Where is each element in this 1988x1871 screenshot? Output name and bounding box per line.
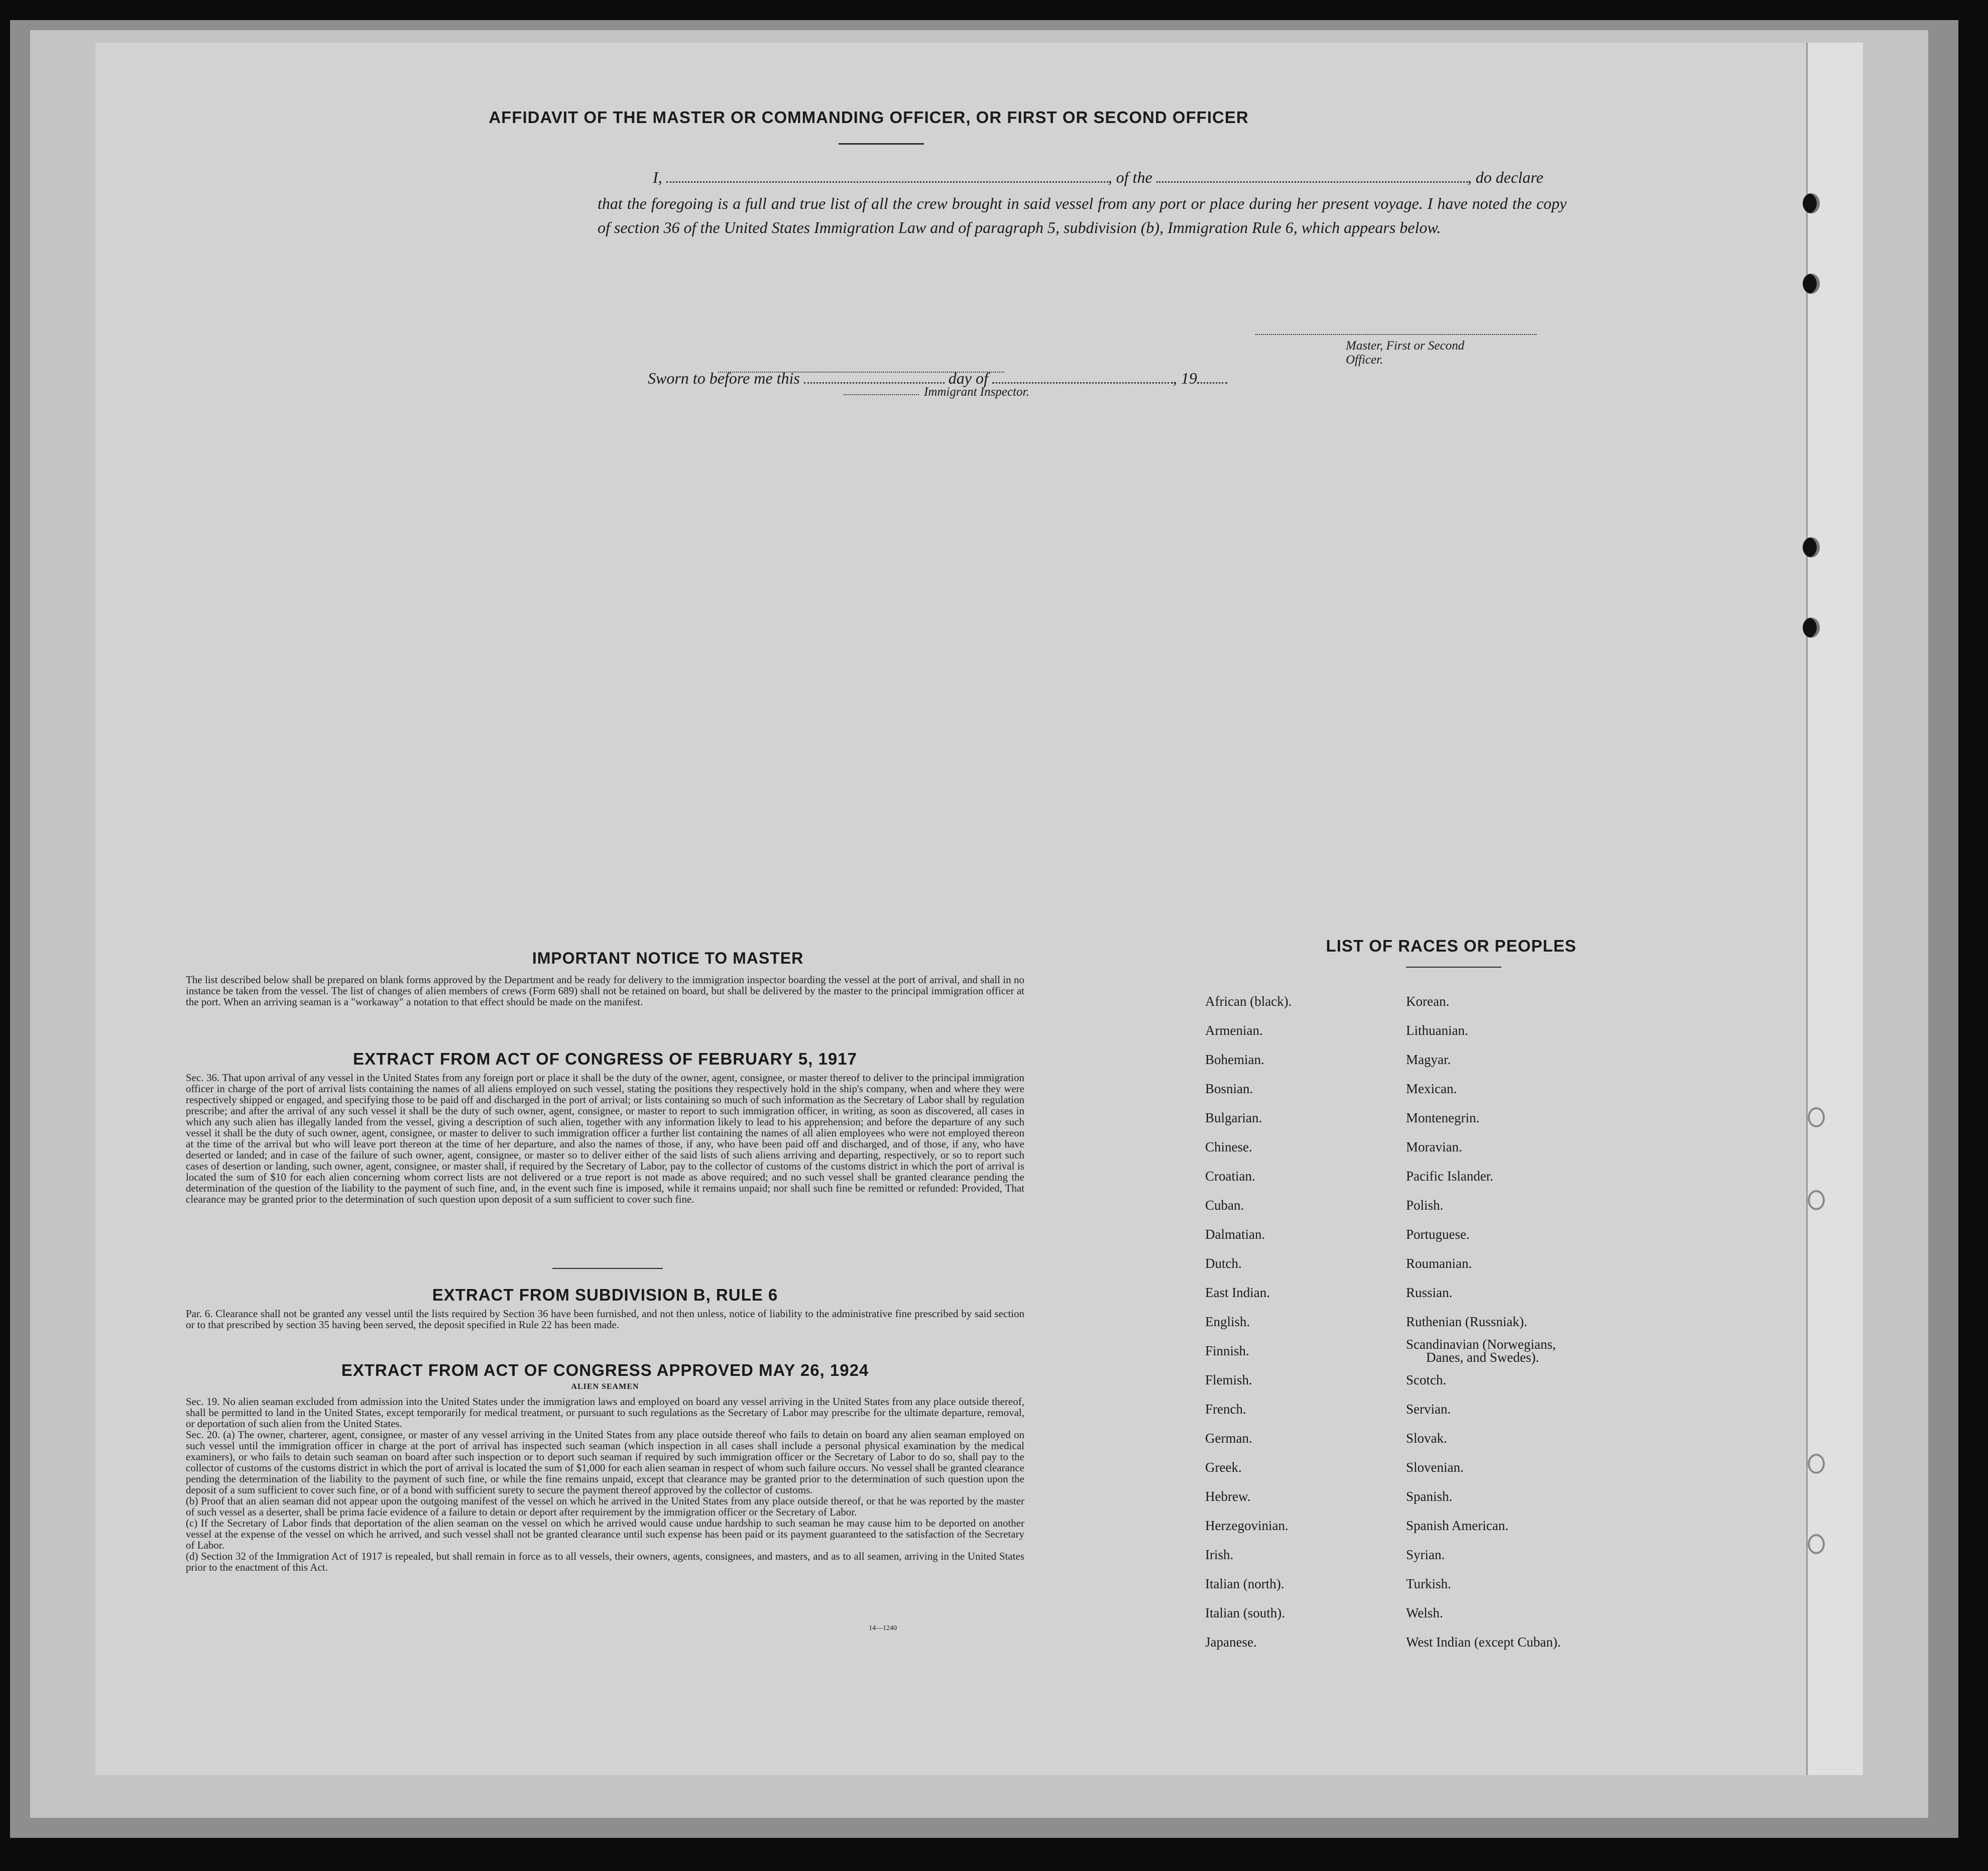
race-item: Herzegovinian. [1205,1518,1289,1533]
day-blank-field[interactable] [804,379,945,384]
race-item: Dutch. [1205,1256,1242,1271]
race-item: Pacific Islander. [1406,1168,1493,1184]
race-item [1406,1336,1561,1365]
race-item-line: Scandinavian (Norwegians, [1406,1337,1556,1352]
year-label: , 19 [1173,369,1197,387]
race-item: Korean. [1406,994,1450,1009]
extract-1924-title: EXTRACT FROM ACT OF CONGRESS APPROVED MAY 26, 1924 [341,1361,869,1379]
race-item: Hebrew. [1205,1489,1251,1504]
punch-hole-icon [1803,193,1820,213]
race-item: Lithuanian. [1406,1023,1468,1038]
divider [552,1268,663,1269]
race-item: Turkish. [1406,1576,1451,1591]
day-of-label: day of [948,369,988,387]
rule6-title: EXTRACT FROM SUBDIVISION B, RULE 6 [432,1285,778,1304]
race-item: Greek. [1205,1460,1242,1475]
race-item: Dalmatian. [1205,1227,1265,1242]
race-item: Roumanian. [1406,1256,1472,1271]
race-item: Irish. [1205,1547,1234,1562]
sec20a-text: Sec. 20. (a) The owner, charterer, agent, consignee, or master of any vessel arriving in the United States from any place outside thereof who fails to detain on board any alien seaman employed on such vessel until the immigration officer in charge at the port of arrival has inspected such seaman (which inspection in all cases shall include a personal physical examination by the medical examiners), or who fails to detain such seaman on board after such inspection or to deport such seaman if required by such immigration officer or the Secretary of Labor to do so, shall pay to the collector of customs of the customs district in which the port of arrival is located the sum of $1,000 for each alien seaman in respect of whom such failure occurs. No vessel shall be granted clearance pending the determination of the liability to the payment of such fine, or while the fine remains unpaid, except that clearance may be granted prior to the determination of such question upon the deposit of a sum sufficient to cover such fine, or of a bond with sufficient surety to secure the payment thereof approved by the collector of customs. [186,1429,1024,1496]
race-item: Slovenian. [1406,1460,1464,1475]
race-item: Slovak. [1406,1431,1447,1446]
extract-1924-body [186,1396,1024,1573]
race-item: African (black). [1205,994,1292,1009]
race-item: Portuguese. [1406,1227,1470,1242]
affidavit-block [502,168,1567,419]
sec20b-text: (b) Proof that an alien seaman did not appear upon the outgoing manifest of the vessel on which he arrived in the United States from any place outside thereof, or that he was reported by the master of such vessel as a deserter, shall be prima facie evidence of a failure to detain or deport after requirement by the immigration officer or the Secretary of Labor. [186,1495,1024,1518]
race-item: Polish. [1406,1198,1444,1213]
race-item: Japanese. [1205,1634,1257,1650]
notice-title: IMPORTANT NOTICE TO MASTER [532,949,804,967]
notice-text: The list described below shall be prepared on blank forms approved by the Department and be ready for delivery to the immigration inspector boarding the vessel at the port of arrival, and shall in no instance be taken from the vessel. The list of changes of alien members of crews (Form 689) shall not be retained on board, but shall be delivered by the master to the principal immigration officer at the port. When an arriving seaman is a "workaway" a notation to that effect should be made on the manifest. [186,974,1024,1008]
race-item: Ruthenian (Russniak). [1406,1314,1528,1329]
race-item: Magyar. [1406,1052,1451,1067]
affidavit-declare-label: , do declare [1467,168,1544,186]
race-item: Cuban. [1205,1198,1244,1213]
vessel-blank-field[interactable] [1156,178,1468,183]
race-item: Servian. [1406,1401,1451,1417]
rule6-text: Par. 6. Clearance shall not be granted any vessel until the lists required by Section 36 have been furnished, and not then unless, notice of liability to the administrative fine prescribed by said section or to that prescribed by section 35 having been served, the deposit specified in Rule 22 has been made. [186,1308,1024,1331]
form-number: 14—1240 [869,1624,897,1632]
race-item: Armenian. [1205,1023,1263,1038]
affidavit-i-label: I, [653,168,662,186]
race-item: Italian (south). [1205,1605,1285,1620]
race-item: Mexican. [1406,1081,1457,1096]
affidavit-title: AFFIDAVIT OF THE MASTER OR COMMANDING OFFICER, OR FIRST OR SECOND OFFICER [489,108,1249,127]
race-item: French. [1205,1401,1246,1417]
punch-hole-icon [1808,1534,1825,1554]
race-item: Italian (north). [1205,1576,1284,1591]
index-tab-strip [1806,43,1863,1775]
bleed-through-artifact [136,148,176,153]
races-title: LIST OF RACES OR PEOPLES [1326,937,1577,955]
punch-hole-icon [1803,537,1820,557]
inspector-signature-line[interactable] [718,372,1004,373]
divider [839,143,924,145]
extract-1917-title: EXTRACT FROM ACT OF CONGRESS OF FEBRUARY 5, 1917 [353,1049,857,1068]
race-item: Bohemian. [1205,1052,1264,1067]
race-item: Bosnian. [1205,1081,1253,1096]
punch-hole-icon [1803,618,1820,638]
sec19-text: Sec. 19. No alien seaman excluded from admission into the United States under the immigration laws and employed on board any vessel arriving in the United States from any place outside thereof, shall be permitted to land in the United States, except temporarily for medical treatment, or pursuant to such regulations as the Secretary of Labor may prescribe for the ultimate departure, removal, or deportation of such alien from the United States. [186,1395,1024,1430]
race-item: Flemish. [1205,1372,1252,1387]
race-item: Spanish American. [1406,1518,1508,1533]
divider [1406,967,1501,968]
sec20d-text: (d) Section 32 of the Immigration Act of 1917 is repealed, but shall remain in force as to all vessels, their owners, agents, consignees, and masters, and as to all seamen, arriving in the United States prior to the enactment of this Act. [186,1550,1024,1573]
punch-hole-icon [1803,274,1820,294]
race-item: East Indian. [1205,1285,1270,1300]
race-item: Croatian. [1205,1168,1255,1184]
punch-hole-icon [1808,1190,1825,1210]
sec20c-text: (c) If the Secretary of Labor finds that deportation of the alien seaman on the vessel on which he arrived would cause undue hardship to such seaman he may cause him to be deported on another vessel at the expense of the vessel on which he arrived, and such vessel shall not be granted clearance until such expense has been paid or its payment guaranteed to the satisfaction of the Secretary of Labor. [186,1517,1024,1551]
race-item: Scotch. [1406,1372,1447,1387]
extract-1924-subtitle: ALIEN SEAMEN [571,1382,639,1391]
extract-1917-text: Sec. 36. That upon arrival of any vessel in the United States from any foreign port or place it shall be the duty of the owner, agent, consignee, or master thereof to deliver to the principal immigration officer in charge of the port of arrival lists containing the names of all aliens employed on such vessel, stating the positions they respectively hold in the ship's company, when and where they were respectively shipped or engaged, and specifying those to be paid off and discharged in the port of arrival; or lists containing so much of such information as the Secretary of Labor shall by regulation prescribe; and after the arrival of any such vessel it shall be the duty of such owner, agent, consignee, or master to report to such immigration officer, in writing, as soon as discovered, all cases in which any such alien has illegally landed from the vessel, giving a description of such alien, together with any information likely to lead to his apprehension; and before the departure of any such vessel it shall be the duty of such owner, agent, consignee, or master to deliver to such immigration officer a further list containing the names of all alien employees who were not employed thereon at the time of the arrival but who will leave port thereon at the time of her departure, and also the names of those, if any, who have been paid off and discharged, and of those, if any, who have deserted or landed; and in case of the failure of such owner, agent, consignee, or master so to deliver either of the said lists of such aliens arriving and departing, respectively, or so to report such cases of desertion or landing, such owner, agent, consignee, or master shall, if required by the Secretary of Labor, pay to the collector of customs of the customs district in which the port of arrival is located the sum of $10 for each alien concerning whom correct lists are not delivered or a true report is not made as above required; and no such vessel shall be granted clearance pending the determination of the question of the liability to the payment of such fine, and, in the event such fine is imposed, while it remains unpaid; nor shall such fine be remitted or refunded: Provided, That clearance may be granted prior to the determination of such question upon deposit of a sum sufficient to cover such fine. [186,1072,1024,1205]
race-item: Finnish. [1205,1343,1249,1358]
punch-hole-icon [1808,1107,1825,1127]
race-item: Russian. [1406,1285,1453,1300]
race-item: West Indian (except Cuban). [1406,1634,1561,1650]
race-item-line: Danes, and Swedes). [1426,1350,1539,1365]
signature-line[interactable] [1255,334,1537,335]
month-blank-field[interactable] [992,379,1173,384]
name-blank-field[interactable] [666,178,1108,183]
sworn-label: Sworn to before me this [648,369,800,387]
race-item: Syrian. [1406,1547,1445,1562]
race-item: Moravian. [1406,1139,1462,1154]
race-item: Bulgarian. [1205,1110,1262,1125]
race-item: German. [1205,1431,1252,1446]
race-item: English. [1205,1314,1250,1329]
affidavit-body: that the foregoing is a full and true list of all the crew brought in said vessel from any port or place during her present voyage. I have noted the copy of section 36 of the United States Immigration Law and of paragraph 5, subdivision (b), Immigration Rule 6, which appears below. [598,194,1567,237]
race-item: Chinese. [1205,1139,1252,1154]
race-item: Montenegrin. [1406,1110,1480,1125]
races-column-2 [1406,987,1561,1657]
races-column-1 [1205,987,1292,1657]
race-item: Spanish. [1406,1489,1453,1504]
year-blank-field[interactable] [1197,379,1227,384]
punch-hole-icon [1808,1454,1825,1474]
inspector-prefix-line [844,394,919,395]
affidavit-of-label: , of the [1108,168,1152,186]
inspector-label: Immigrant Inspector. [924,385,1029,399]
signature-label: Master, First or Second Officer. [1346,339,1465,367]
manifest-page [95,43,1863,1775]
race-item: Welsh. [1406,1605,1443,1620]
